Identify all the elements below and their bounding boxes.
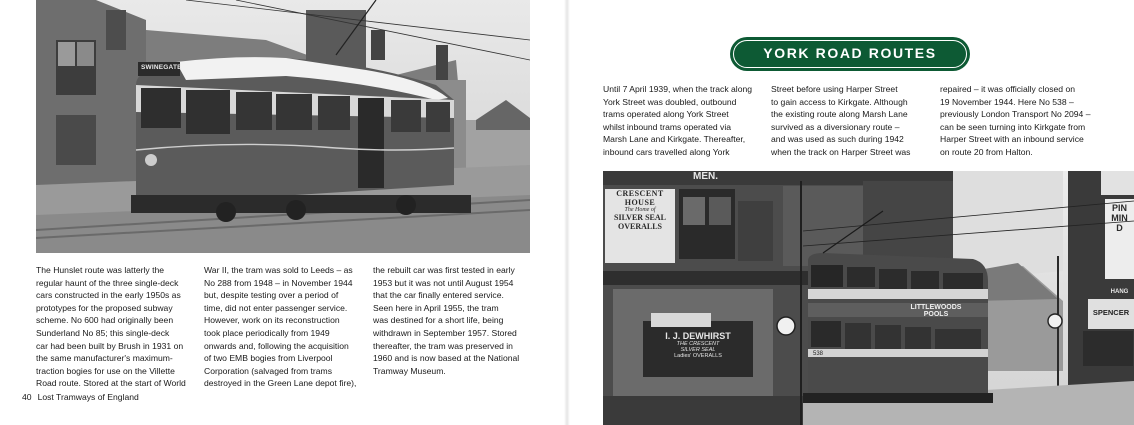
single-deck-tram-photo (36, 0, 530, 253)
fleet-destination-sign: SWINEGATE (141, 64, 182, 71)
text-line: Seen here in April 1955, the tram (373, 302, 499, 313)
text-line: traction bogies for use on the Villette (36, 365, 175, 376)
running-title: Lost Tramways of England (37, 392, 139, 402)
text-line: War II, the tram was sold to Leeds – as (204, 265, 353, 275)
text-line: Tramway Museum. (373, 365, 446, 376)
double-deck-tram-photo (603, 171, 1134, 425)
text-line: survived as a diversionary route – (771, 121, 900, 132)
text-line: the same manufacturer's maximum- (36, 353, 173, 364)
text-line: when the track on Harper Street was (771, 146, 911, 157)
text-line: that the car finally entered service. (373, 290, 504, 301)
text-line: regular haunt of the three single-deck (36, 277, 179, 288)
text-line: prototypes for the proposed subway (36, 302, 173, 313)
sign-line: I. J. DEWHIRST (665, 331, 731, 341)
text-line: the rebuilt car was first tested in early (373, 265, 515, 275)
right-text-column-2 (771, 83, 936, 159)
sign-line: SILVER SEAL (680, 347, 716, 353)
spencer-sign: SPENCER (1092, 308, 1130, 317)
text-line: Corporation (salvaged from trams (204, 365, 332, 376)
shop-sign-top-letters: MEN. (693, 171, 718, 182)
text-line: scheme. No 600 had originally been (36, 315, 174, 326)
sign-line: HOUSE (624, 198, 656, 207)
text-line: previously London Transport No 2094 – (940, 109, 1091, 120)
text-line: inbound cars travelled along York (603, 146, 730, 157)
left-text-column-2 (204, 264, 366, 390)
left-text-column-3 (373, 264, 535, 377)
text-line: destroyed in the Green Lane depot fire), (204, 378, 357, 389)
text-line: repaired – it was officially closed on (940, 84, 1076, 94)
book-gutter (564, 0, 570, 425)
text-line: 1960 and is now based at the National (373, 353, 520, 364)
text-line: 19 November 1944. Here No 538 – (940, 96, 1074, 107)
text-line: can be seen turning into Kirkgate from (940, 121, 1086, 132)
tram-advert: LITTLEWOODS POOLS (910, 304, 962, 318)
text-line: trams operated along York Street (603, 109, 729, 120)
sign-line: PIN (1111, 203, 1127, 213)
folio (22, 392, 145, 402)
text-line: but, despite testing over a period of (204, 290, 339, 301)
text-line: on route 20 from Halton. (940, 146, 1033, 157)
text-line: The Hunslet route was latterly the (36, 265, 165, 275)
shop-fascia-sign (643, 331, 753, 359)
text-line: time, did not enter passenger service. (204, 302, 348, 313)
text-line: Road route. Stored at the start of World (36, 378, 186, 389)
page-number: 40 (22, 392, 32, 402)
text-line: Street before using Harper Street (771, 84, 898, 94)
left-text-column-1 (36, 264, 198, 390)
text-line: car had been built by Brush in 1931 on (36, 340, 184, 351)
sign-line: SILVER SEAL (614, 213, 666, 222)
text-line: Until 7 April 1939, when the track along (603, 84, 753, 94)
text-line: York Street was doubled, outbound (603, 96, 737, 107)
side-poster (1105, 203, 1134, 233)
text-line: withdrawn in September 1957. Stored (373, 327, 517, 338)
sign-line: CRESCENT (616, 189, 664, 198)
text-line: However, work on its reconstruction (204, 315, 340, 326)
text-line: onwards and, following the acquisition (204, 340, 349, 351)
sign-line: THE CRESCENT (676, 341, 720, 347)
text-line: Sunderland No 85; this single-deck (36, 327, 170, 338)
text-line: of two EMB bogies from Liverpool (204, 353, 333, 364)
text-line: to gain access to Kirkgate. Although (771, 96, 908, 107)
text-line: 1953 but it was not until August 1954 (373, 277, 514, 288)
text-line: and was used as such during 1942 (771, 134, 904, 145)
text-line: whilst inbound trams operated via (603, 121, 732, 132)
text-line: the existing route along Marsh Lane (771, 109, 908, 120)
section-title: YORK ROAD ROUTES (763, 45, 937, 61)
side-shop-sign-small: HANG (1110, 289, 1129, 295)
sign-line: The Home of (624, 207, 656, 213)
sign-line: D (1116, 223, 1123, 233)
sign-line: Ladies' OVERALLS (674, 353, 722, 359)
text-line: Marsh Lane and Kirkgate. Thereafter, (603, 134, 746, 145)
crescent-house-sign (605, 189, 675, 231)
tram-fleet-number: 538 (813, 351, 824, 357)
right-text-column-1 (603, 83, 768, 159)
text-line: took place periodically from 1949 (204, 327, 330, 338)
text-line: cars constructed in the early 1950s as (36, 290, 181, 301)
section-banner (730, 37, 970, 71)
right-text-column-3 (940, 83, 1110, 159)
sign-line: MIN (1111, 213, 1128, 223)
text-line: thereafter, the tram was preserved in (373, 340, 513, 351)
text-line: No 288 from 1948 – in November 1944 (204, 277, 353, 288)
text-line: Harper Street with an inbound service (940, 134, 1084, 145)
text-line: was destined for a short life, being (373, 315, 504, 326)
sign-line: OVERALLS (617, 222, 662, 231)
